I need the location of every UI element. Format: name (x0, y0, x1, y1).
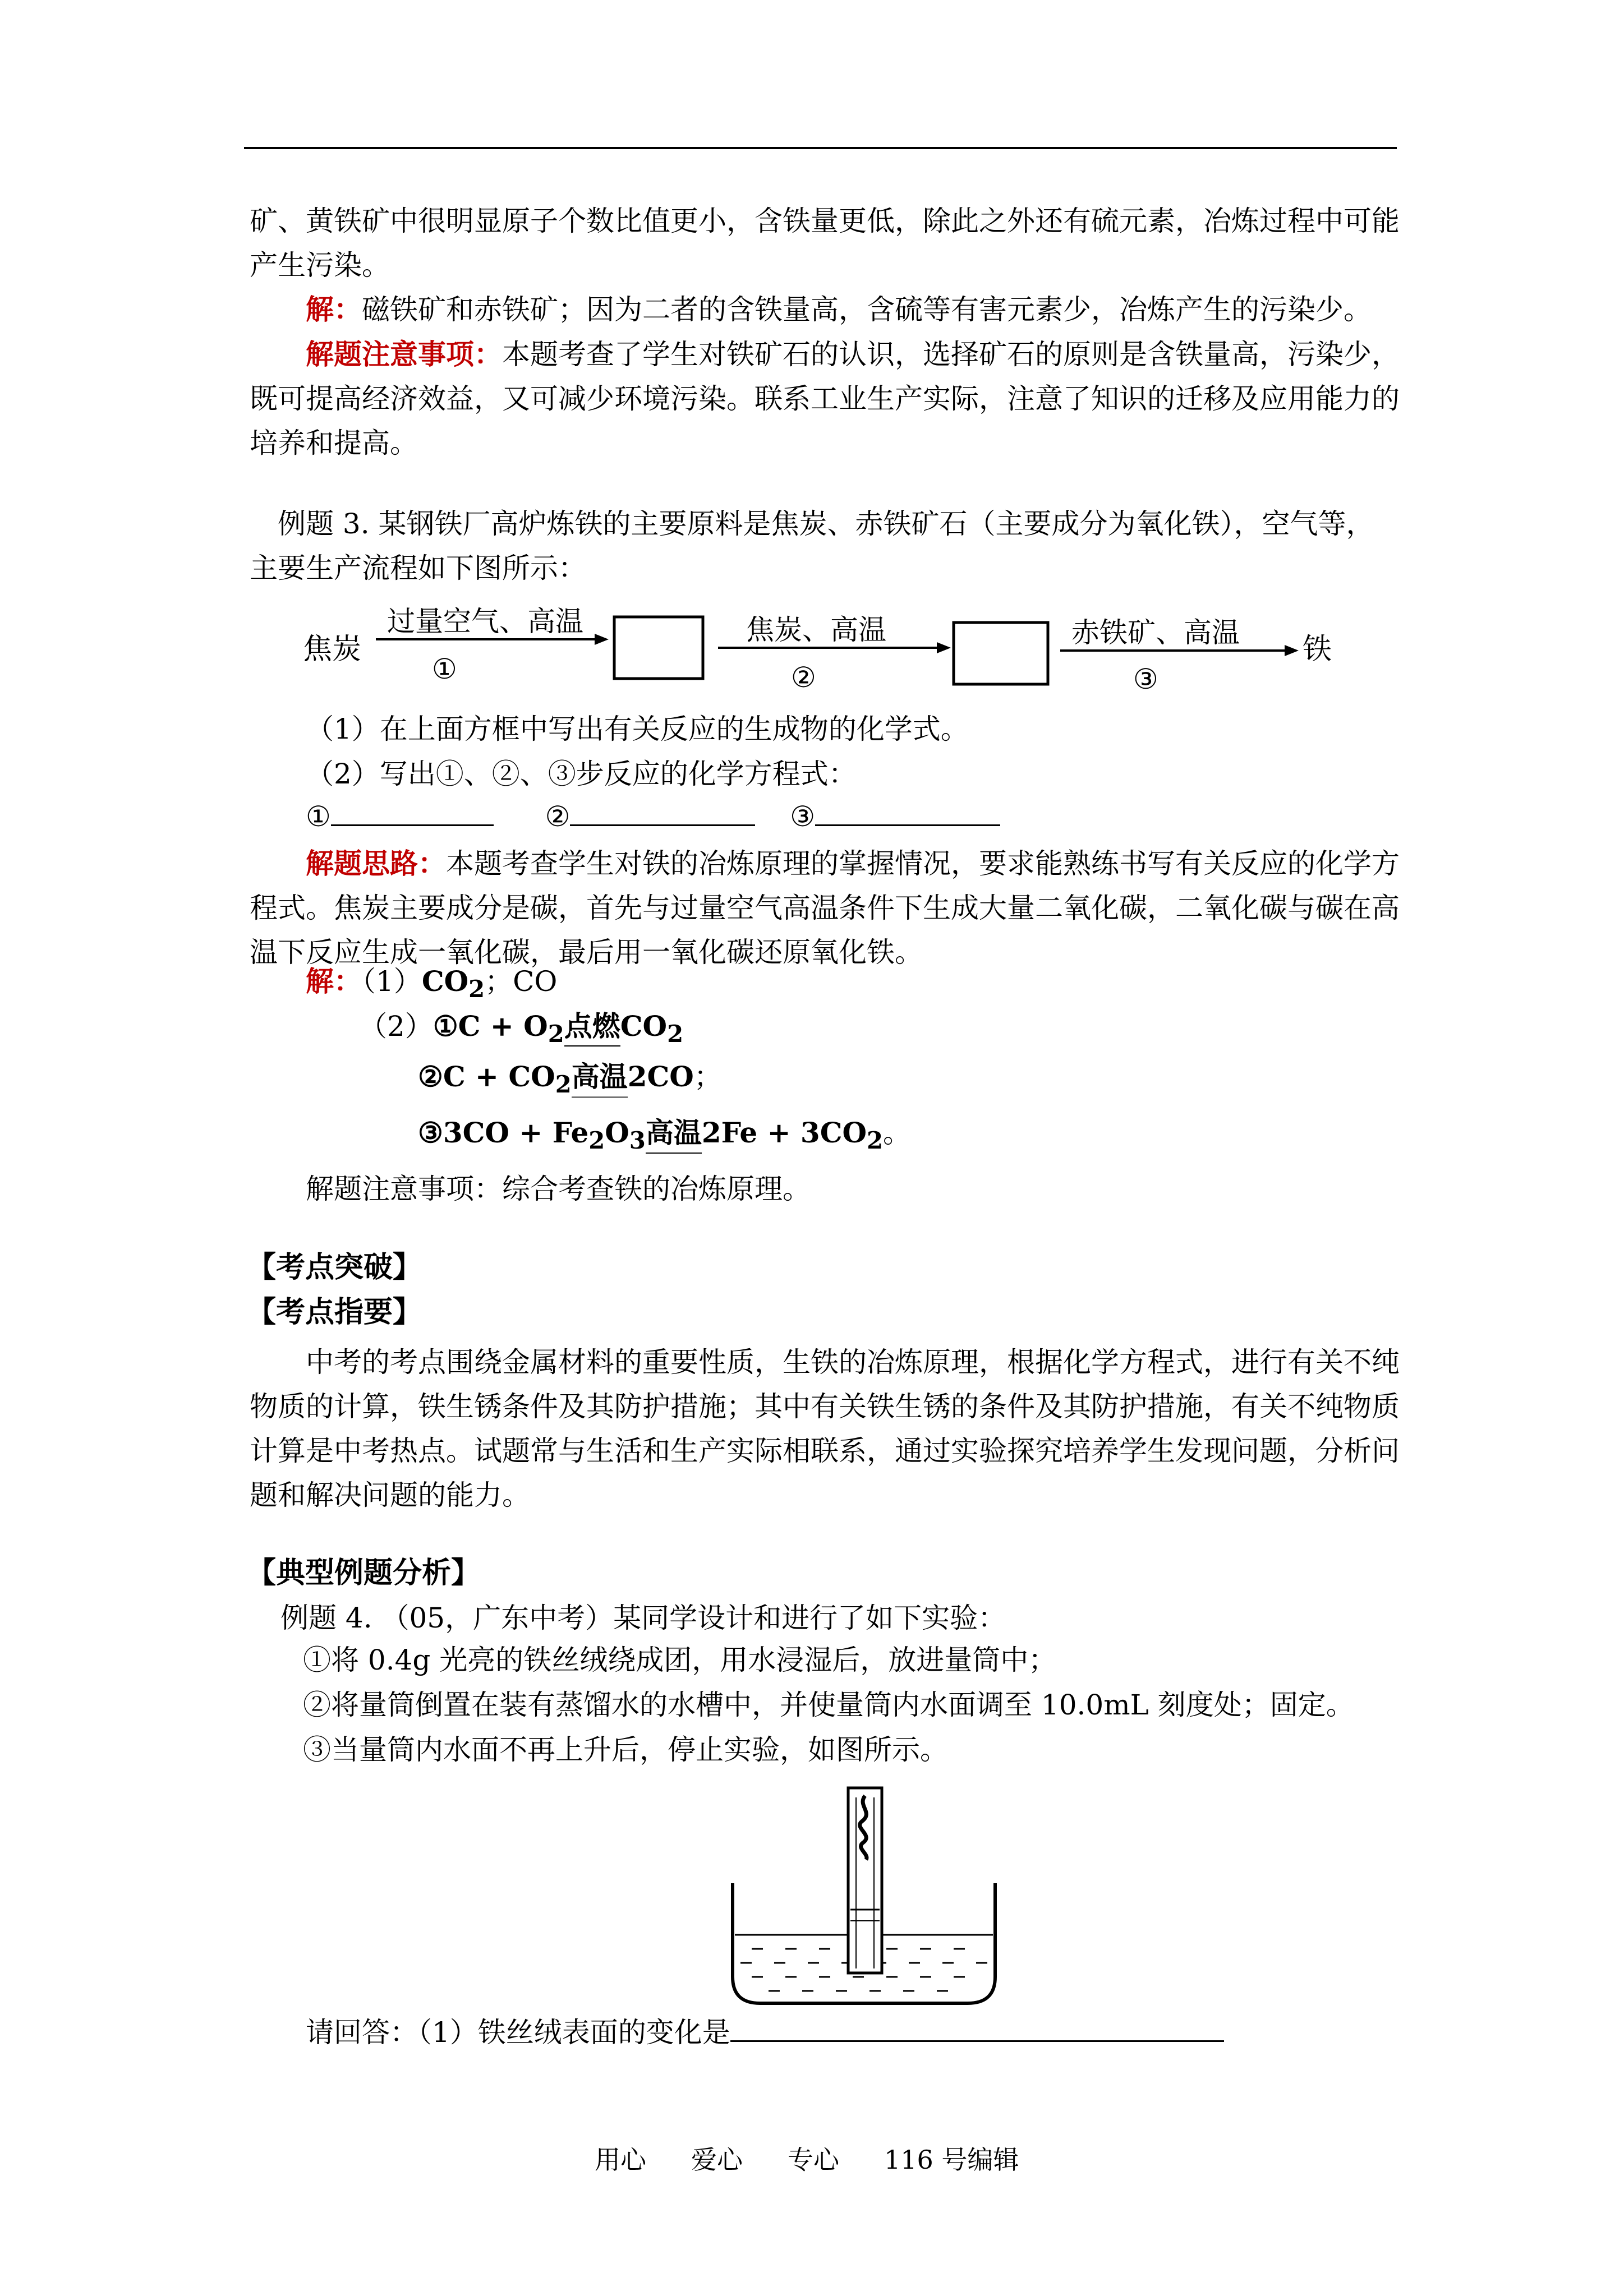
answer-label: 解： (306, 293, 362, 326)
example4-stem: 例题 4. （05，广东中考）某同学设计和进行了如下实验： (280, 1602, 1006, 1634)
example3-answer-1: 解：$(1)CO_2$；CO (306, 965, 558, 1003)
section-breakthrough-heading: 【考点突破】 (247, 1250, 422, 1284)
flow-end: 铁 (1303, 633, 1332, 666)
flow-box-1 (614, 617, 703, 679)
page-footer: 用心 爱心 专心 116 号编辑 (595, 2145, 1019, 2175)
example3-question1: （1）在上面方框中写出有关反应的生成物的化学式。 (306, 713, 969, 745)
example3-notes: 解题注意事项：综合考查铁的冶炼原理。 (306, 1173, 811, 1205)
flow-step1-condition: 过量空气、高温 (387, 605, 583, 638)
paragraph-continuation: 矿、黄铁矿中很明显原子个数比值更小，含铁量更低，除此之外还有硫元素，冶炼过程中可能产生污染。 (250, 205, 1400, 282)
answer-blank-1[interactable] (331, 796, 494, 826)
notes-label: 解题注意事项： (306, 338, 502, 371)
flow-step2-condition: 焦炭、高温 (746, 614, 886, 646)
example4-question: 请回答：（1）铁丝绒表面的变化是 (306, 2012, 1224, 2052)
flow-start: 焦炭 (303, 633, 362, 666)
answer-blank-3[interactable] (815, 796, 1000, 826)
condition-high-temp-3: 高温 (646, 1117, 702, 1154)
section-keypoints-heading: 【考点指要】 (247, 1295, 422, 1329)
experiment-figure (729, 1783, 999, 2008)
process-flow-diagram (303, 600, 1335, 712)
equation-1: （2）①C + $O_2$点燃$CO_2$ (359, 1009, 684, 1048)
example3-thinking (250, 841, 1400, 975)
example4-step3: ③当量筒内水面不再上升后，停止实验，如图所示。 (303, 1733, 948, 1766)
answer-blank-iron-surface[interactable] (730, 2012, 1224, 2042)
condition-high-temp-2: 高温 (572, 1061, 628, 1098)
flow-box-2 (954, 623, 1048, 684)
example3-question2: （2）写出①、②、③步反应的化学方程式： (306, 758, 857, 790)
notes-text: 本题考查了学生对铁矿石的认识，选择矿石的原则是含铁量高，污染少，既可提高经济效益，又可减少环境污染。联系工业生产实际，注意了知识的迁移及应用能力的培养和提高。 (250, 338, 1400, 459)
example2-notes (250, 332, 1400, 465)
equation-3: ③3CO + $Fe_2O_3$高温$2Fe + 3CO_2$。 (418, 1116, 912, 1154)
answer-text: 磁铁矿和赤铁矿；因为二者的含铁量高，含硫等有害元素少，冶炼产生的污染少。 (362, 293, 1372, 326)
example3-stem: 例题 3. 某钢铁厂高炉炼铁的主要原料是焦炭、赤铁矿石（主要成分为氧化铁），空气等，主要生产流程如下图所示： (250, 508, 1374, 584)
answer-blank-2[interactable] (570, 796, 755, 826)
flow-step3-condition: 赤铁矿、高温 (1071, 616, 1240, 649)
example4-step1: ①将 0.4g 光亮的铁丝绒绕成团，用水浸湿后，放进量筒中； (303, 1644, 1057, 1676)
keypoints-paragraph: 中考的考点围绕金属材料的重要性质，生铁的冶炼原理，根据化学方程式，进行有关不纯物质的计算，铁生锈条件及其防护措施；其中有关铁生锈的条件及其防护措施，有关不纯物质计算是中考热点。试题常与生活和生产实际相联系，通过实验探究培养学生发现问题，分析问题和解决问题的能力。 (250, 1346, 1400, 1511)
header-rule (244, 147, 1397, 149)
condition-ignite: 点燃 (564, 1011, 620, 1047)
thinking-text: 本题考查学生对铁的冶炼原理的掌握情况，要求能熟练书写有关反应的化学方程式。焦炭主要成分是碳，首先与过量空气高温条件下生成大量二氧化碳，二氧化碳与碳在高温下反应生成一氧化碳，最后用一氧化碳还原氧化铁。 (250, 847, 1400, 969)
section-examples-heading: 【典型例题分析】 (247, 1556, 481, 1590)
flow-step3-number: ③ (1133, 663, 1158, 695)
equation-2: ②C + $CO_2$高温2CO； (418, 1060, 722, 1098)
example3-answer-blanks: ① ② ③ (306, 796, 1000, 836)
example4-step2: ②将量筒倒置在装有蒸馏水的水槽中，并使量筒内水面调至 10.0mL 刻度处；固定。 (303, 1689, 1354, 1721)
thinking-label: 解题思路： (306, 847, 446, 880)
flow-step1-number: ① (432, 653, 457, 685)
flow-step2-number: ② (791, 661, 816, 694)
example2-answer (250, 287, 1400, 332)
